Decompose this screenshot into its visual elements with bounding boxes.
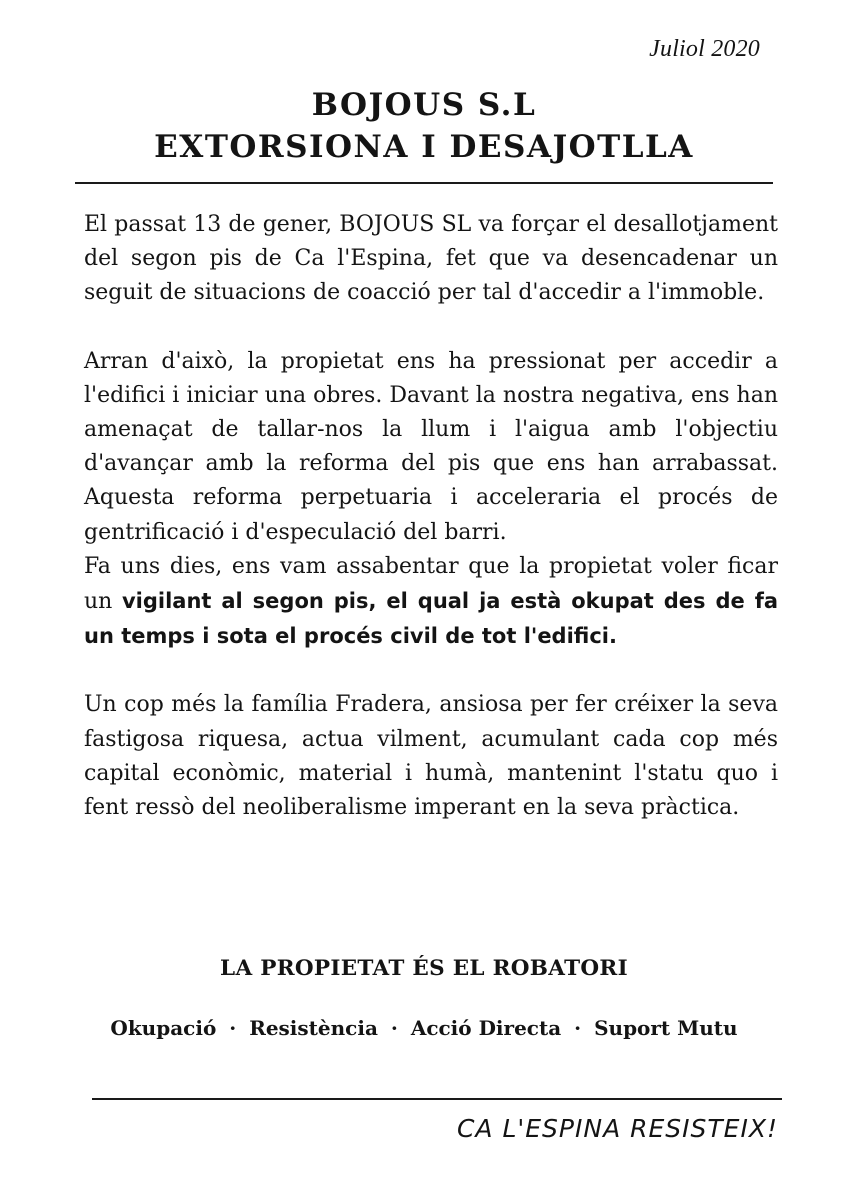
- paragraph-3-bold: vigilant al segon pis, el qual ja està okupat des de fa un temps i sota el procés civil de tot l'edifici.: [84, 589, 778, 649]
- paragraph-gap: [84, 654, 778, 688]
- body-text: [84, 208, 778, 825]
- value-resistencia: Resistència: [249, 1016, 378, 1040]
- slogan: LA PROPIETAT ÉS EL ROBATORI: [220, 956, 628, 981]
- paragraph-2: Arran d'això, la propietat ens ha pressionat per accedir a l'edifici i iniciar una obres. Davant la nostra negativa, ens han amenaçat de tallar-nos la llum i l'aigua amb l'objectiu d'avançar amb la reforma del pis que ens han arrabassat. Aquesta reforma perpetuaria i acceleraria el procés de gentrificació i d'especulació del barri.: [84, 348, 778, 545]
- top-divider: [75, 182, 773, 184]
- bottom-divider: [92, 1098, 782, 1100]
- closing-slogan: CA L'ESPINA RESISTEIX!: [456, 1114, 778, 1143]
- title-line-2: EXTORSIONA I DESAJOTLLA: [154, 129, 694, 165]
- values-line: [0, 1016, 848, 1040]
- value-suport-mutu: Suport Mutu: [594, 1016, 738, 1040]
- paragraph-3-lead: Fa uns dies, ens vam assabentar que la propietat voler ficar un: [84, 553, 778, 615]
- value-okupacio: Okupació: [110, 1016, 217, 1040]
- paragraph-3: [84, 550, 778, 655]
- date: Juliol 2020: [649, 36, 760, 62]
- paragraph-gap: [84, 311, 778, 345]
- paragraph-4: Un cop més la família Fradera, ansiosa per fer créixer la seva fastigosa riquesa, actua vilment, acumulant cada cop més capital econòmic, material i humà, mantenint l'statu quo i fent ressò del neoliberalisme imperant en la seva pràctica.: [84, 692, 778, 821]
- value-separator: ·: [390, 1016, 398, 1040]
- value-separator: ·: [574, 1016, 582, 1040]
- value-accio-directa: Acció Directa: [410, 1016, 562, 1040]
- title-line-1: BOJOUS S.L: [311, 87, 537, 123]
- page-title: [0, 84, 848, 168]
- paragraph-1: El passat 13 de gener, BOJOUS SL va forçar el desallotjament del segon pis de Ca l'Espina, fet que va desencadenar un seguit de situacions de coacció per tal d'accedir a l'immoble.: [84, 212, 778, 306]
- value-separator: ·: [229, 1016, 237, 1040]
